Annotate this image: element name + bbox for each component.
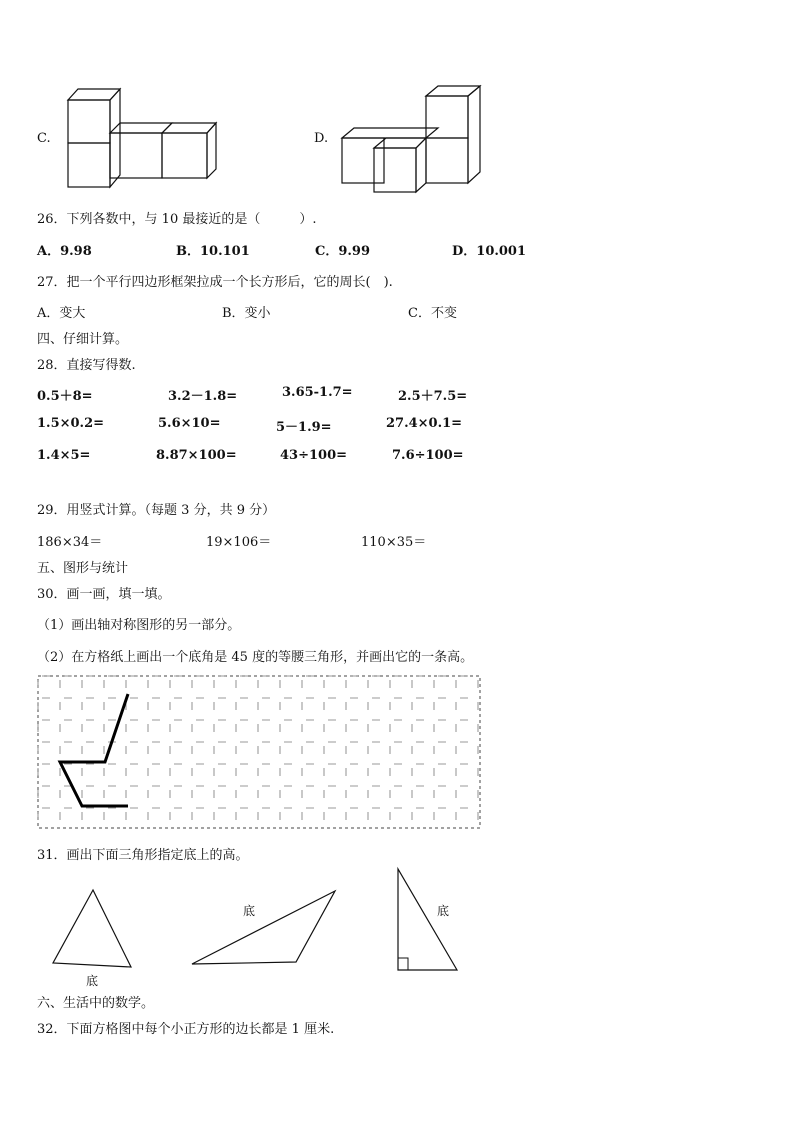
option-c-label: C.	[37, 131, 51, 146]
q27-option-a: A．变大	[37, 306, 86, 321]
q27-option-b: B．变小	[222, 306, 271, 321]
q28-item: 3.65-1.7=	[282, 385, 353, 400]
q31-text: 31．画出下面三角形指定底上的高。	[37, 848, 249, 863]
q28-item: 5－1.9=	[276, 420, 332, 435]
q26-text: 26．下列各数中，与 10 最接近的是（ ）.	[37, 212, 317, 227]
q29-item: 110×35＝	[361, 535, 427, 550]
q29-text: 29．用竖式计算。（每题 3 分，共 9 分）	[37, 503, 276, 518]
cube-figure-d	[338, 82, 488, 197]
q27-text: 27．把一个平行四边形框架拉成一个长方形后，它的周长( ).	[37, 275, 393, 290]
triangle-2	[188, 888, 340, 968]
half-figure	[60, 694, 128, 806]
triangle-1-base-label: 底	[86, 974, 99, 988]
section-4-heading: 四、仔细计算。	[37, 332, 129, 347]
q26-option-a: A．9.98	[37, 244, 92, 259]
triangle-3-base-label: 底	[437, 904, 450, 918]
q32-text: 32．下面方格图中每个小正方形的边长都是 1 厘米.	[37, 1022, 335, 1037]
q28-item: 27.4×0.1=	[386, 416, 463, 431]
q28-item: 3.2－1.8=	[168, 389, 238, 404]
q27-option-c: C．不变	[408, 306, 457, 321]
q30-text: 30．画一画，填一填。	[37, 587, 171, 602]
q26-option-b: B．10.101	[176, 244, 250, 259]
q28-item: 43÷100=	[280, 448, 348, 463]
q30-sub1: （1）画出轴对称图形的另一部分。	[37, 618, 241, 633]
q26-option-d: D．10.001	[452, 244, 527, 259]
q28-text: 28．直接写得数.	[37, 358, 136, 373]
cube-figure-c	[60, 85, 225, 195]
q28-item: 8.87×100=	[156, 448, 237, 463]
q26-option-c: C．9.99	[315, 244, 371, 259]
q30-sub2: （2）在方格纸上画出一个底角是 45 度的等腰三角形，并画出它的一条高。	[37, 650, 474, 665]
q28-item: 2.5＋7.5=	[398, 389, 468, 404]
q28-item: 5.6×10=	[158, 416, 221, 431]
section-6-heading: 六、生活中的数学。	[37, 996, 155, 1011]
section-5-heading: 五、图形与统计	[37, 561, 129, 576]
grid-paper	[36, 674, 482, 832]
q29-item: 186×34＝	[37, 535, 103, 550]
option-d-label: D.	[314, 131, 329, 146]
q28-item: 7.6÷100=	[392, 448, 464, 463]
triangle-3	[394, 866, 462, 974]
q28-item: 1.5×0.2=	[37, 416, 105, 431]
q29-item: 19×106＝	[206, 535, 272, 550]
q28-item: 1.4×5=	[37, 448, 91, 463]
q28-item: 0.5＋8=	[37, 389, 93, 404]
triangle-2-base-label: 底	[243, 904, 256, 918]
